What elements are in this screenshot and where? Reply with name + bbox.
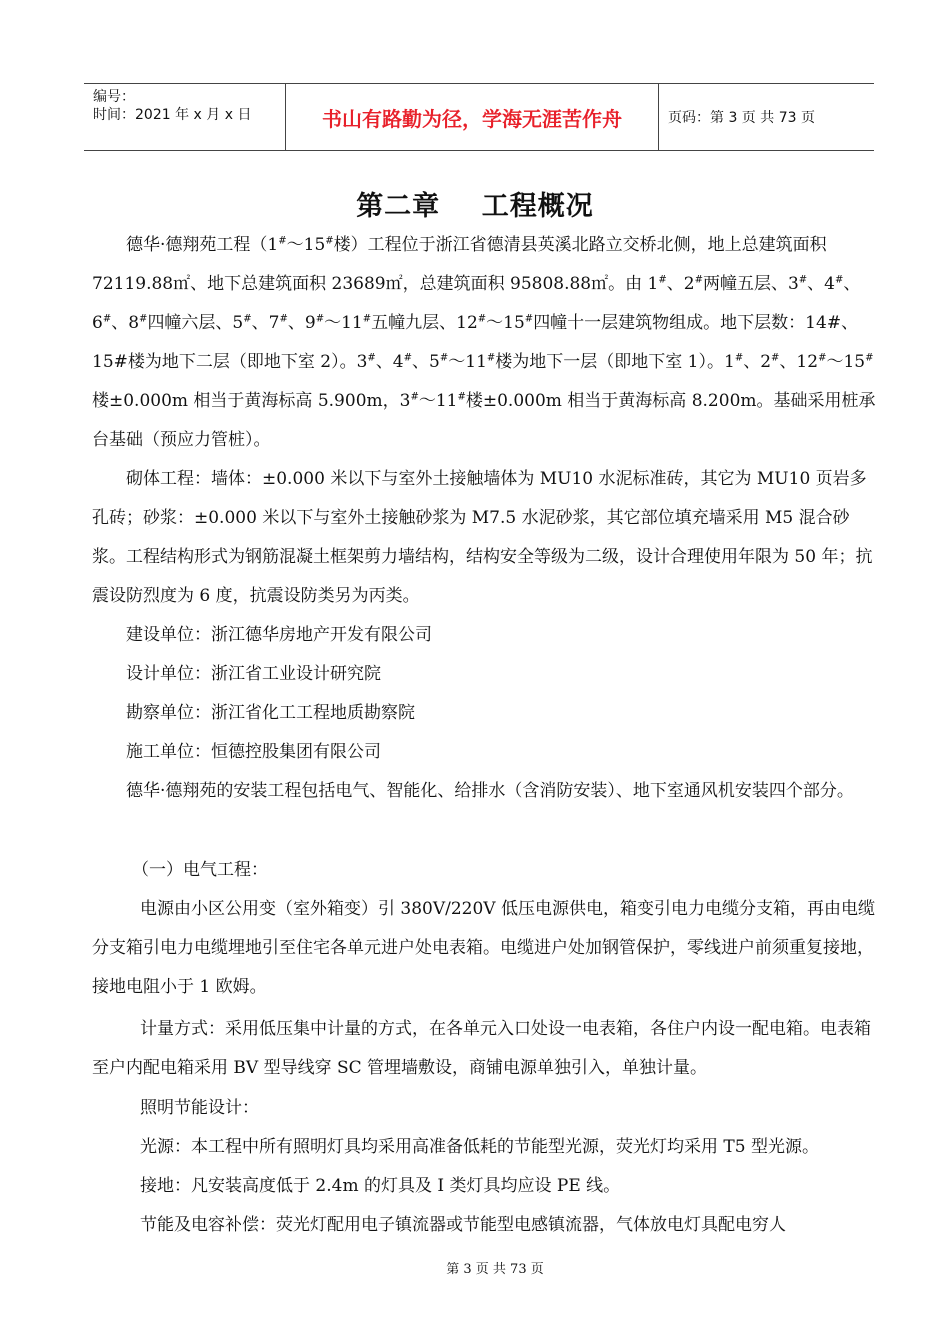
metering-paragraph: 计量方式：采用低压集中计量的方式，在各单元入口处设一电表箱，各住户内设一配电箱。电表箱至户内配电箱采用 BV 型导线穿 SC 管埋墙敷设，商铺电源单独引入，单独计量。 [92, 1019, 871, 1078]
masonry-paragraph: 砌体工程：墙体：±0.000 米以下与室外土接触墙体为 MU10 水泥标准砖，其它为 MU10 页岩多孔砖；砂浆：±0.000 米以下与室外土接触砂浆为 M7.5 水泥砂浆，其它部位填充墙采用 M5 混合砂浆。工程结构形式为钢筋混凝土框架剪力墙结构，结构安全等级为二级，设计合理使用年限为 50 年；抗震设防烈度为 6 度，抗震设防类另为丙类。 [92, 469, 873, 606]
lighting-heading: 照明节能设计： [140, 1098, 259, 1118]
constructor-unit: 施工单位：恒德控股集团有限公司 [126, 742, 381, 762]
header-meta [93, 84, 283, 150]
page-header [84, 83, 874, 151]
overview-paragraph: 德华·德翔苑工程（1#～15#楼）工程位于浙江省德清县英溪北路立交桥北侧，地上总建筑面积 72119.88㎡、地下总建筑面积 23689㎡，总建筑面积 95808.88㎡。由 1#、2#两幢五层、3#、4#、6#、8#四幢六层、5#、7#、9#～11#五幢九层、12#～15#四幢十一层建筑物组成。地下层数：14#、15#楼为地下二层（即地下室 2）。3#、4#、5#～11#楼为地下一层（即地下室 1）。1#、2#、12#～15#楼±0.000m 相当于黄海标高 5.900m，3#～11#楼±0.000m 相当于黄海标高 8.200m。基础采用桩承台基础（预应力管桩）。 [92, 235, 876, 450]
time-label: 时间：2021 年 x 月 x 日 [93, 107, 252, 123]
header-page-info: 页码：第 3 页 共 73 页 [668, 110, 815, 126]
header-divider [658, 84, 659, 150]
builder-unit: 建设单位：浙江德华房地产开发有限公司 [126, 625, 432, 645]
compensation-line: 节能及电容补偿：荧光灯配用电子镇流器或节能型电感镇流器，气体放电灯具配电穷人 [140, 1215, 786, 1235]
grounding-line: 接地：凡安装高度低于 2.4m 的灯具及 I 类灯具均应设 PE 线。 [140, 1176, 621, 1196]
number-label: 编号： [93, 89, 135, 105]
surveyor-unit: 勘察单位：浙江省化工工程地质勘察院 [126, 703, 415, 723]
designer-unit: 设计单位：浙江省工业设计研究院 [126, 664, 381, 684]
chapter-title: 第二章 工程概况 [356, 191, 594, 222]
light-source-line: 光源：本工程中所有照明灯具均采用高准备低耗的节能型光源，荧光灯均采用 T5 型光源。 [140, 1137, 819, 1157]
power-paragraph: 电源由小区公用变（室外箱变）引 380V/220V 低压电源供电，箱变引电力电缆分支箱，再由电缆分支箱引电力电缆埋地引至住宅各单元进户处电表箱。电缆进户处加钢管保护，零线进户前须重复接地，接地电阻小于 1 欧姆。 [92, 899, 875, 997]
electrical-heading: （一）电气工程： [132, 860, 268, 880]
page-footer: 第 3 页 共 73 页 [446, 1262, 544, 1277]
header-motto: 书山有路勤为径，学海无涯苦作舟 [322, 106, 622, 131]
install-intro-paragraph: 德华·德翔苑的安装工程包括电气、智能化、给排水（含消防安装）、地下室通风机安装四个部分。 [126, 781, 854, 801]
